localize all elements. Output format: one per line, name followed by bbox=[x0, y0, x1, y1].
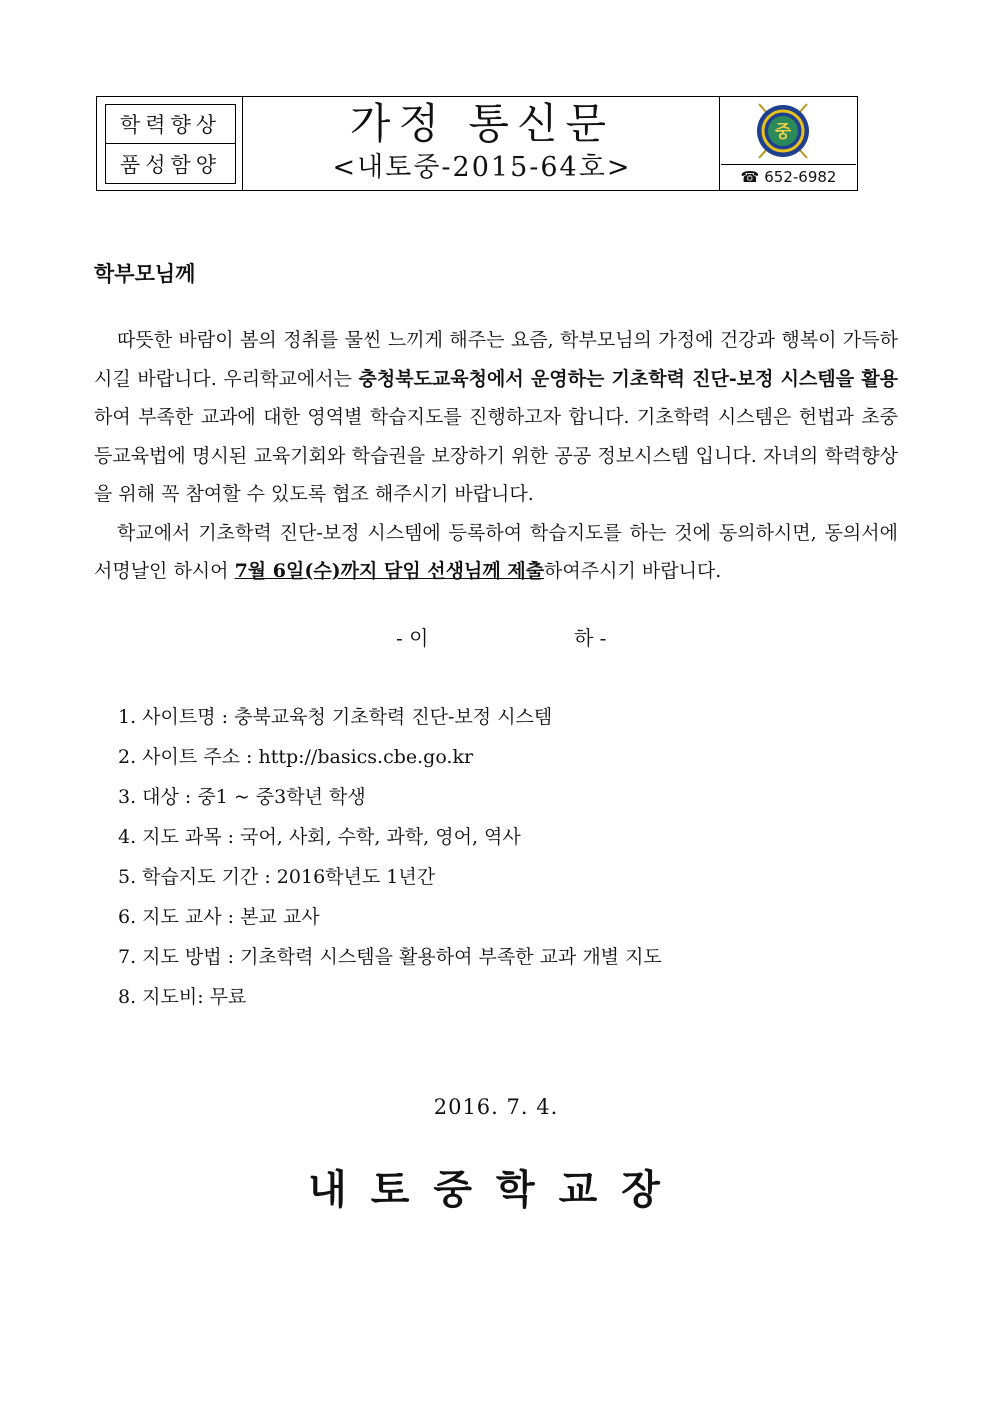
paragraph-request bbox=[94, 514, 898, 591]
phone-icon: ☎ bbox=[740, 167, 760, 186]
issue-date: 2016. 7. 4. bbox=[433, 1095, 559, 1119]
intro-text-rest: 하여 부족한 교과에 대한 영역별 학습지도를 진행하고자 합니다. 기초학력 시스템은 헌법과 초중등교육법에 명시된 교육기회와 학습권을 보장하기 위한 공공 정보시스템 입니다. 자녀의 학력향상을 위해 꼭 참여할 수 있도록 협조 해주시기 바랍니다. bbox=[94, 406, 898, 505]
list-item: 7. 지도 방법 : 기초학력 시스템을 활용하여 부족한 교과 개별 지도 bbox=[118, 946, 662, 968]
page-title: 가정 통신문 bbox=[349, 99, 615, 148]
list-item: 5. 학습지도 기간 : 2016학년도 1년간 bbox=[118, 866, 436, 888]
issue-number: <내토중-2015-64호> bbox=[332, 152, 632, 183]
list-item: 6. 지도 교사 : 본교 교사 bbox=[118, 906, 320, 928]
principal-signature: 내토중학교장 bbox=[308, 1166, 684, 1213]
header-divider-left bbox=[242, 97, 243, 190]
newsletter-header bbox=[96, 96, 858, 191]
list-item: 4. 지도 과목 : 국어, 사회, 수학, 과학, 영어, 역사 bbox=[118, 826, 521, 848]
separator-left: - 이 bbox=[396, 626, 429, 650]
motto-character: 품성함양 bbox=[119, 152, 222, 177]
intro-text: 따뜻한 바람이 봄의 정취를 물씬 느끼게 해주는 요즘, 학부모님의 가정에 건강과 행복이 가득하시길 바랍니다. 우리학교에서는 bbox=[94, 329, 898, 390]
greeting: 학부모님께 bbox=[94, 261, 196, 286]
list-item: 8. 지도비: 무료 bbox=[118, 986, 247, 1008]
paragraph-intro bbox=[94, 321, 898, 514]
phone-number: 652-6982 bbox=[764, 167, 837, 186]
list-item: 3. 대상 : 중1 ~ 중3학년 학생 bbox=[118, 786, 366, 808]
header-divider-right bbox=[719, 97, 720, 190]
letter-body bbox=[94, 321, 898, 591]
intro-emphasis: 충청북도교육청에서 운영하는 기초학력 진단-보정 시스템을 활용 bbox=[358, 367, 898, 390]
deadline-emphasis: 7월 6일(수)까지 담임 선생님께 제출 bbox=[234, 560, 545, 582]
separator-right: 하 - bbox=[574, 626, 607, 650]
request-text-rest: 하여주시기 바랍니다. bbox=[544, 560, 722, 582]
details-list bbox=[118, 697, 662, 1017]
school-emblem-icon bbox=[753, 100, 813, 162]
motto-academic: 학력향상 bbox=[106, 105, 235, 144]
list-item: 2. 사이트 주소 : http://basics.cbe.go.kr bbox=[118, 746, 474, 768]
motto-box bbox=[105, 104, 236, 184]
list-item: 1. 사이트명 : 충북교육청 기초학력 진단-보정 시스템 bbox=[118, 706, 553, 728]
phone-contact bbox=[721, 164, 856, 188]
emblem-character: 중 bbox=[774, 122, 792, 142]
request-text: 학교에서 기초학력 진단-보정 시스템에 등록하여 학습지도를 하는 것에 동의하시면, 동의서에 서명날인 하시어 bbox=[94, 521, 898, 582]
